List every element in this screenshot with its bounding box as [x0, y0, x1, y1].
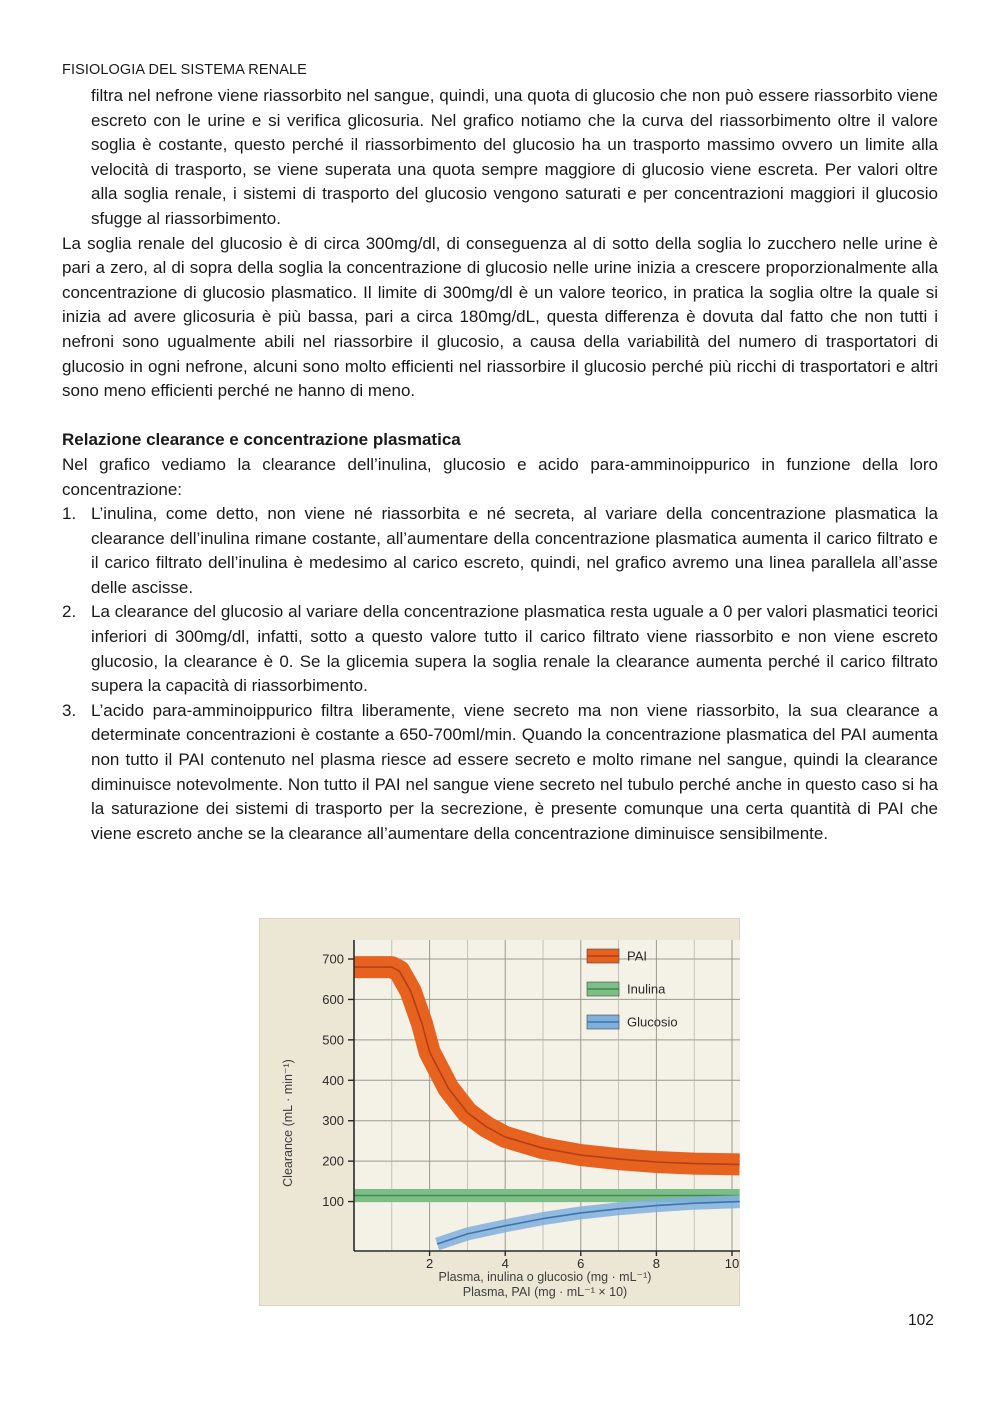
y-tick-label: 500 — [322, 1032, 344, 1048]
x-tick-label: 2 — [425, 1256, 434, 1271]
y-tick-label: 100 — [322, 1194, 344, 1210]
y-tick-label: 600 — [322, 991, 344, 1007]
legend-label: Glucosio — [627, 1014, 678, 1030]
running-header: FISIOLOGIA DEL SISTEMA RENALE — [62, 62, 307, 78]
list-number: 2. — [62, 602, 77, 622]
x-tick-label: 6 — [577, 1256, 585, 1271]
y-tick-label: 300 — [322, 1113, 344, 1129]
x-axis-label-line2: Plasma, PAI (mg · mL⁻¹ × 10) — [462, 1285, 628, 1299]
clearance-figure — [259, 918, 740, 1306]
list-number: 1. — [62, 504, 77, 524]
clearance-chart — [259, 918, 740, 1306]
y-tick-label: 400 — [322, 1072, 344, 1088]
list-text: L’acido para-amminoippurico filtra liberamente, viene secreto ma non viene riassorbito, la sua clearance a determinate concentrazioni è costante a 650-700ml/min. Quando la concentrazione plasmatica del PAI aumenta non tutto il PAI contenuto nel plasma riesce ad essere secreto e molto rimane nel sangue, quindi la clearance diminuisce notevolmente. Non tutto il PAI nel sangue viene secreto nel tubulo perché anche in questo caso si ha la saturazione dei sistemi di trasporto per la secrezione, è presente comunque una certa quantità di PAI che viene escreto anche se la clearance all’aumentare della concentrazione diminuisce sensibilmente. — [91, 700, 938, 843]
x-tick-label: 4 — [501, 1256, 509, 1271]
legend-label: Inulina — [627, 981, 666, 997]
y-tick-label: 200 — [322, 1153, 344, 1169]
y-tick-label: 700 — [322, 951, 344, 967]
threshold-paragraph: La soglia renale del glucosio è di circa 300mg/dl, di conseguenza al di sotto della soglia lo zucchero nelle urine è pari a zero, al di sopra della soglia la concentrazione di glucosio nelle urine inizia a crescere proporzionalmente alla concentrazione di glucosio plasmatico. Il limite di 300mg/dl è un valore teorico, in pratica la soglia oltre la quale si inizia ad avere glicosuria è più bassa, pari a circa 180mg/dL, questa differenza è dovuta dal fatto che non tutti i nefroni sono ugualmente abili nel riassorbire il glucosio, a causa della variabilità del numero di trasportatori di glucosio in ogni nefrone, alcuni sono molto efficienti nel riassorbire il glucosio perché più ricchi di trasportatori e altri sono meno efficienti perché ne hanno di meno. — [62, 233, 938, 401]
x-axis-label-line1: Plasma, inulina o glucosio (mg · mL⁻¹) — [438, 1270, 652, 1284]
section-title: Relazione clearance e concentrazione plasmatica — [62, 430, 461, 450]
clearance-list — [62, 502, 938, 846]
list-item — [62, 699, 938, 847]
blank-line — [62, 404, 938, 429]
y-axis-label: Clearance (mL · min⁻¹) — [281, 1059, 295, 1187]
list-item — [62, 502, 938, 600]
list-number: 3. — [62, 700, 77, 720]
body-text — [62, 84, 938, 846]
list-text: La clearance del glucosio al variare della concentrazione plasmatica resta uguale a 0 per valori plasmatici teorici inferiori di 300mg/dl, infatti, sotto a questo valore tutto il carico filtrato viene riassorbito e non viene escreto glucosio, la clearance è 0. Se la glicemia supera la soglia renale la clearance aumenta perché il carico filtrato supera la capacità di riassorbimento. — [91, 602, 938, 696]
section-intro: Nel grafico vediamo la clearance dell’inulina, glucosio e acido para-amminoippurico in funzione della loro concentrazione: — [62, 454, 938, 499]
legend-label: PAI — [627, 948, 647, 964]
page-number: 102 — [908, 1312, 934, 1329]
x-tick-label: 10 — [724, 1256, 740, 1271]
continuation-paragraph: filtra nel nefrone viene riassorbito nel sangue, quindi, una quota di glucosio che non può essere riassorbito viene escreto con le urine e si verifica glicosuria. Nel grafico notiamo che la curva del riassorbimento oltre il valore soglia è costante, questo perché il riassorbimento del glucosio ha un trasporto massimo ovvero un limite alla velocità di trasporto, se viene superata una quota sempre maggiore di glucosio viene escreta. Per valori oltre alla soglia renale, i sistemi di trasporto del glucosio vengono saturati e per concentrazioni maggiori il glucosio sfugge al riassorbimento. — [91, 86, 938, 228]
list-text: L’inulina, come detto, non viene né riassorbita e né secreta, al variare della concentrazione plasmatica la clearance dell’inulina rimane costante, all’aumentare della concentrazione plasmatica aumenta il carico filtrato e il carico filtrato dell’inulina è medesimo al carico escreto, quindi, nel grafico avremo una linea parallela all’asse delle ascisse. — [91, 504, 938, 597]
list-item — [62, 600, 938, 698]
x-tick-label: 8 — [652, 1256, 661, 1271]
